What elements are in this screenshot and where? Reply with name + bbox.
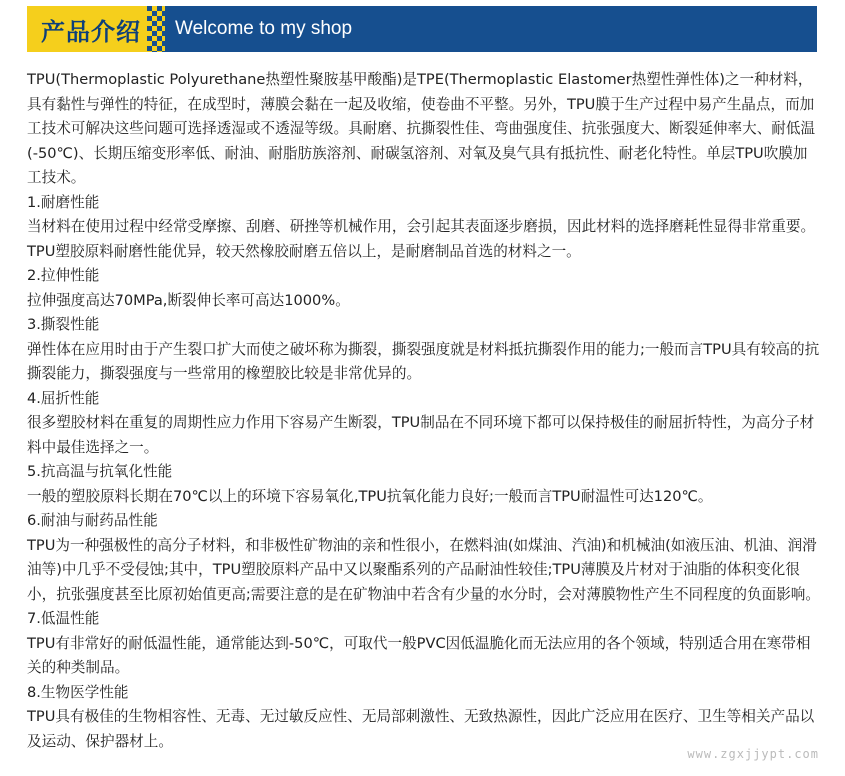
section-heading: 6.耐油与耐药品性能 [27,512,158,529]
product-description [27,68,822,754]
section-body: TPU有非常好的耐低温性能，通常能达到-50℃，可取代一般PVC因低温脆化而无法应用的各个领域，特别适合用在寒带相关的种类制品。 [27,634,811,676]
section-body: 当材料在使用过程中经常受摩擦、刮磨、研挫等机械作用，会引起其表面逐步磨损，因此材料的选择磨耗性显得非常重要。TPU塑胶原料耐磨性能优异，较天然橡胶耐磨五倍以上，是耐磨制品首选的材料之一。 [27,218,816,260]
section-body: 弹性体在应用时由于产生裂口扩大而使之破坏称为撕裂，撕裂强度就是材料抵抗撕裂作用的能力;一般而言TPU具有较高的抗撕裂能力，撕裂强度与一些常用的橡塑胶比较是非常优异的。 [27,340,820,382]
section-heading: 1.耐磨性能 [27,193,100,211]
intro-paragraph: TPU(Thermoplastic Polyurethane热塑性聚胺基甲酸酯)是TPE(Thermoplastic Elastomer热塑性弹性体)之一种材料，具有黏性与弹性的特征，在成型时，薄膜会黏在一起及收缩，使卷曲不平整。另外，TPU膜于生产过程中易产生晶点，而加工技术可解决这些问题可选择透湿或不透湿等级。具耐磨、抗撕裂性佳、弯曲强度佳、抗张强度大、断裂延伸率大、耐低温(-50℃)、长期压缩变形率低、耐油、耐脂肪族溶剂、耐碳氢溶剂、对氧及臭气具有抵抗性、耐老化特性。单层TPU吹膜加工技术。 [27,71,816,186]
section-heading: 3.撕裂性能 [27,316,100,333]
section-heading: 5.抗高温与抗氧化性能 [27,463,173,480]
section-heading: 2.拉伸性能 [27,267,100,284]
section-banner [27,6,817,52]
section-body: 很多塑胶材料在重复的周期性应力作用下容易产生断裂，TPU制品在不同环境下都可以保持极佳的耐屈折特性，为高分子材料中最佳选择之一。 [27,414,815,456]
section-body: TPU为一种强极性的高分子材料，和非极性矿物油的亲和性很小，在燃料油(如煤油、汽油)和机械油(如液压油、机油、润滑油等)中几乎不受侵蚀;其中，TPU塑胶原料产品中又以聚酯系列的产品耐油性较佳;TPU薄膜及片材对于油脂的体积变化很小，抗张强度甚至比原初始值更高;需要注意的是在矿物油中若含有少量的水分时，会对薄膜物性产生不同程度的负面影响。 [27,536,820,603]
section-body: TPU具有极佳的生物相容性、无毒、无过敏反应性、无局部刺激性、无致热源性，因此广泛应用在医疗、卫生等相关产品以及运动、保护器材上。 [27,708,815,750]
section-heading: 8.生物医学性能 [27,683,129,701]
banner-title-block [27,6,147,52]
section-heading: 7.低温性能 [27,610,100,627]
checker-pattern-icon [147,6,165,52]
banner-subtitle: Welcome to my shop [175,18,353,39]
watermark: www.zgxjjypt.com [687,747,819,761]
section-body: 拉伸强度高达70MPa,断裂伸长率可高达1000%。 [27,291,350,309]
section-body: 一般的塑胶原料长期在70℃以上的环境下容易氧化,TPU抗氧化能力良好;一般而言TPU耐温性可达120℃。 [27,487,713,505]
section-heading: 4.屈折性能 [27,389,100,407]
banner-title: 产品介绍 [41,17,141,46]
